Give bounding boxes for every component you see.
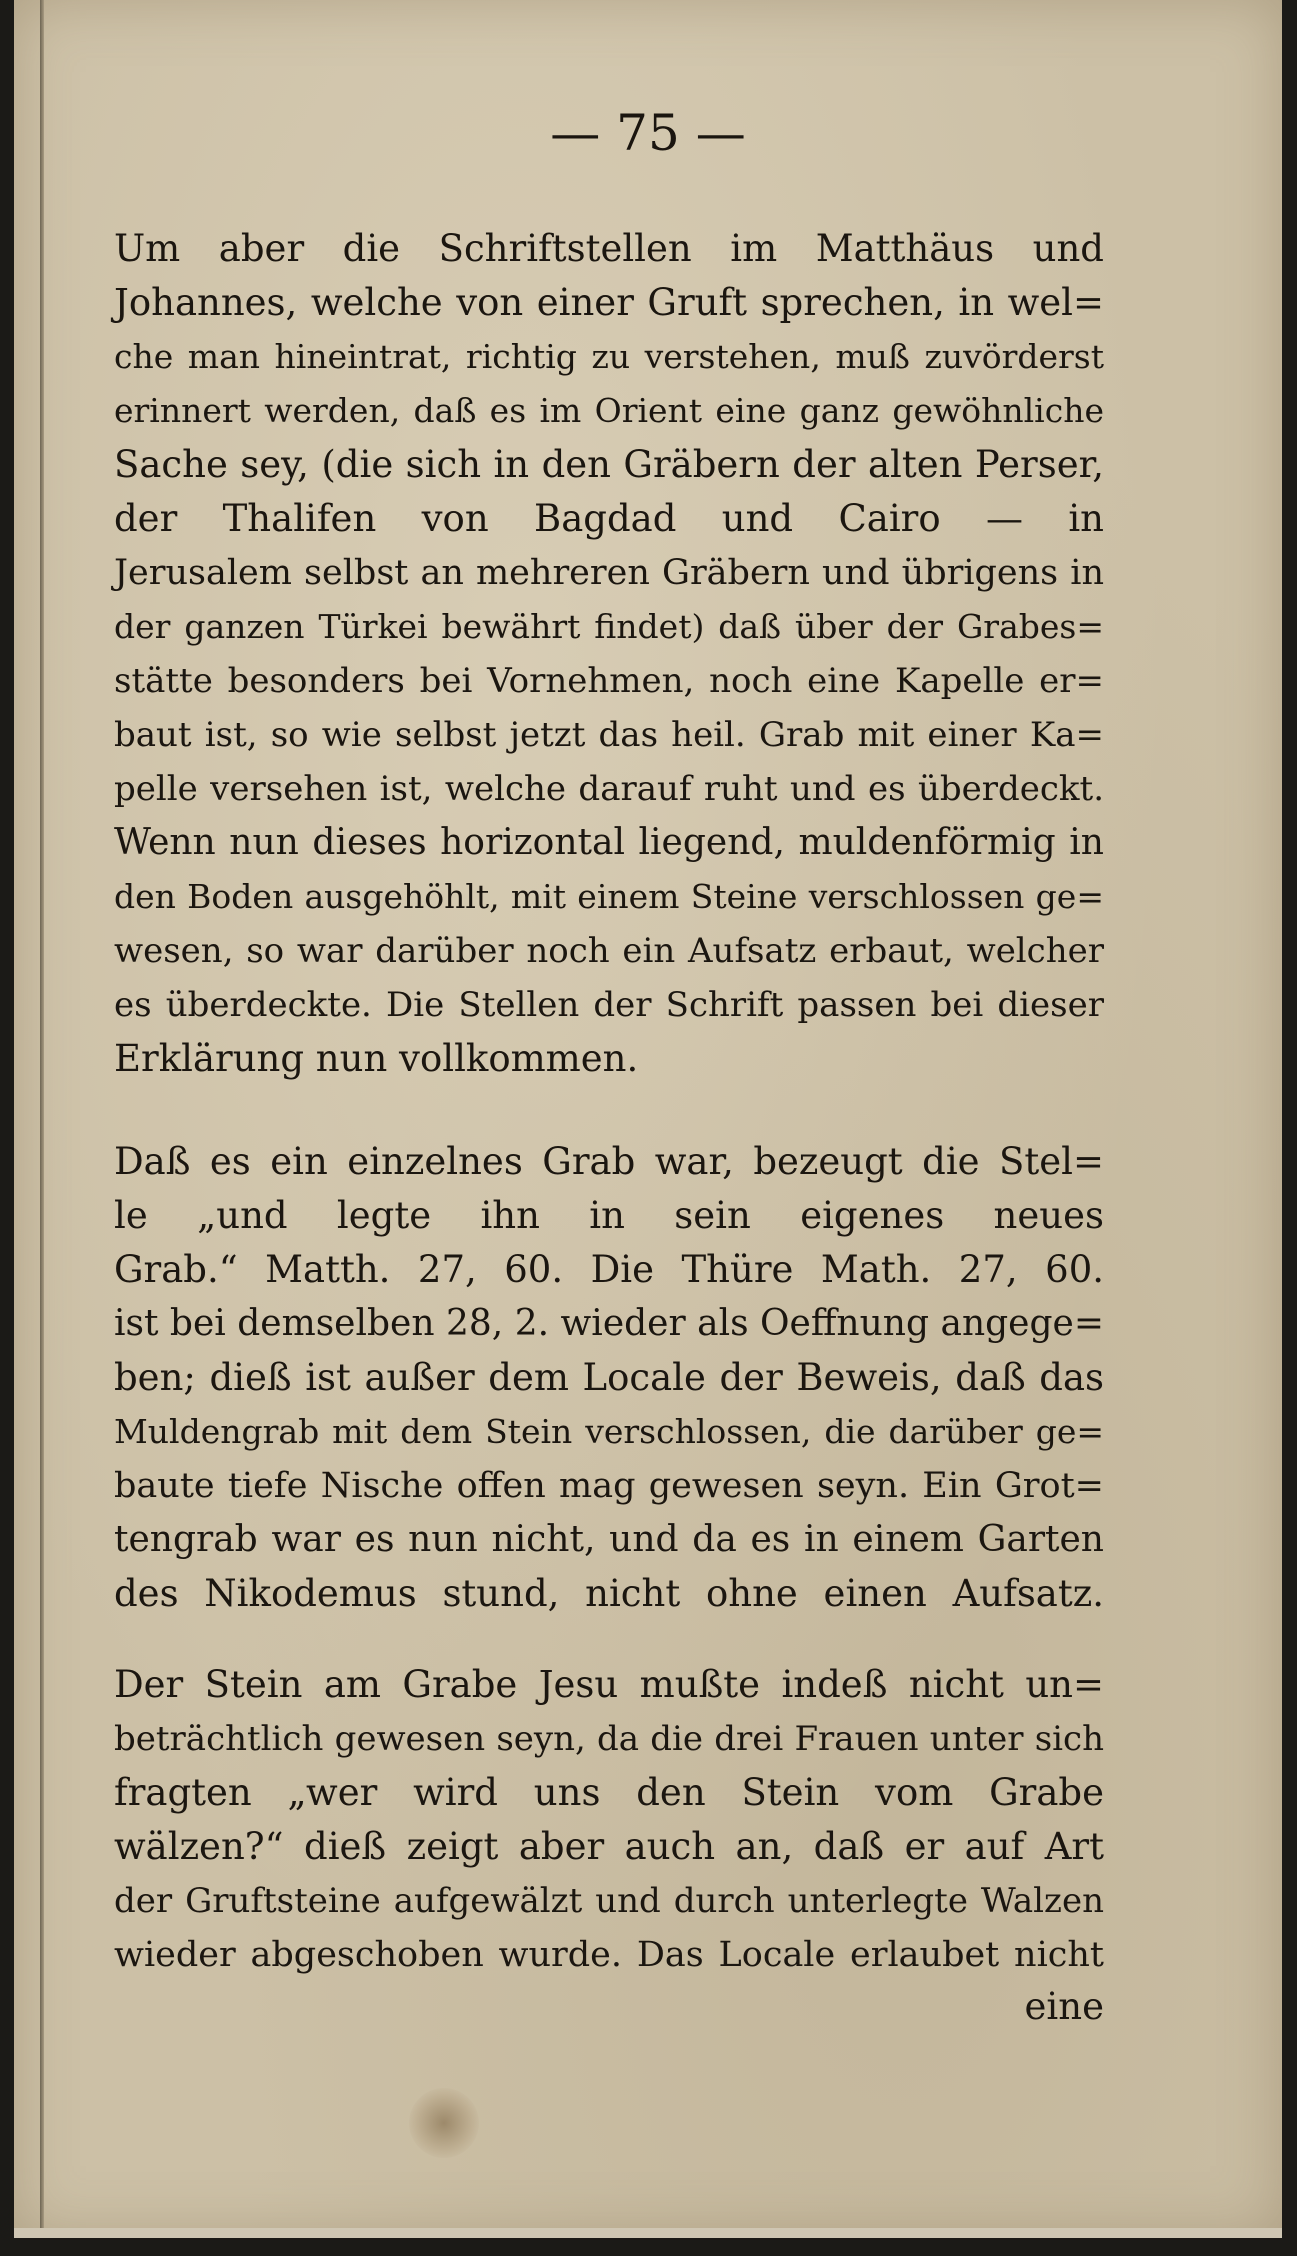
paper-stain bbox=[409, 2088, 479, 2158]
text-line: erinnert werden, daß es im Orient eine ganz gewöhnliche bbox=[114, 391, 1104, 430]
text-line: wesen, so war darüber noch ein Aufsatz erbaut, welcher bbox=[114, 931, 1104, 971]
text-line: Johannes, welche von einer Gruft sprechen, in wel= bbox=[114, 281, 1104, 324]
page-spine-edge bbox=[40, 0, 44, 2238]
text-line: des Nikodemus stund, nicht ohne einen Aufsatz. bbox=[114, 1572, 1104, 1615]
text-line: Der Stein am Grabe Jesu mußte indeß nicht un= bbox=[114, 1663, 1104, 1706]
text-line: Wenn nun dieses horizontal liegend, muldenförmig in bbox=[114, 822, 1104, 863]
text-line: ben; dieß ist außer dem Locale der Beweis, daß das bbox=[114, 1356, 1104, 1399]
text-line: baute tiefe Nische offen mag gewesen seyn. Ein Grot= bbox=[114, 1466, 1104, 1506]
text-line: Muldengrab mit dem Stein verschlossen, die darüber ge= bbox=[114, 1412, 1104, 1451]
text-line: fragten „wer wird uns den Stein vom Grabe bbox=[114, 1771, 1104, 1814]
text-line: wälzen?“ dieß zeigt aber auch an, daß er auf Art bbox=[114, 1825, 1104, 1868]
page-bottom-edge bbox=[14, 2228, 1282, 2238]
text-line: Grab.“ Matth. 27, 60. Die Thüre Math. 27, 60. bbox=[114, 1248, 1104, 1291]
text-line: Sache sey, (die sich in den Gräbern der alten Perser, bbox=[114, 443, 1104, 486]
text-line: Daß es ein einzelnes Grab war, bezeugt die Stel= bbox=[114, 1140, 1104, 1183]
paragraph-2 bbox=[114, 1135, 1104, 1621]
text-line: der Gruftsteine aufgewälzt und durch unterlegte Walzen bbox=[114, 1881, 1104, 1921]
text-line: es überdeckte. Die Stellen der Schrift passen bei dieser bbox=[114, 985, 1104, 1025]
text-line: baut ist, so wie selbst jetzt das heil. Grab mit einer Ka= bbox=[114, 715, 1104, 755]
text-line: tengrab war es nun nicht, und da es in einem Garten bbox=[114, 1519, 1104, 1560]
text-line: beträchtlich gewesen seyn, da die drei Frauen unter sich bbox=[114, 1719, 1104, 1759]
text-line: le „und legte ihn in sein eigenes neues bbox=[114, 1194, 1104, 1237]
text-line: Erklärung nun vollkommen. bbox=[114, 1037, 639, 1080]
text-line: Um aber die Schriftstellen im Matthäus und bbox=[114, 227, 1104, 270]
text-line: stätte besonders bei Vornehmen, noch eine Kapelle er= bbox=[114, 661, 1104, 701]
page-number: — 75 — bbox=[550, 104, 746, 162]
text-line: der Thalifen von Bagdad und Cairo — in bbox=[114, 497, 1104, 540]
text-line: che man hineintrat, richtig zu verstehen, muß zuvörderst bbox=[114, 337, 1104, 376]
text-line: pelle versehen ist, welche darauf ruht und es überdeckt. bbox=[114, 769, 1104, 809]
text-line: ist bei demselben 28, 2. wieder als Oeffnung angege= bbox=[114, 1303, 1104, 1344]
text-line: Jerusalem selbst an mehreren Gräbern und übrigens in bbox=[114, 553, 1104, 593]
catchword-block bbox=[114, 1980, 1104, 2034]
catchword: eine bbox=[1024, 1985, 1104, 2028]
text-line: der ganzen Türkei bewährt findet) daß über der Grabes= bbox=[114, 607, 1104, 646]
text-line: wieder abgeschoben wurde. Das Locale erlaubet nicht bbox=[114, 1935, 1104, 1975]
book-page bbox=[14, 0, 1282, 2238]
text-line: den Boden ausgehöhlt, mit einem Steine verschlossen ge= bbox=[114, 877, 1104, 916]
paragraph-3 bbox=[114, 1658, 1104, 1982]
paragraph-1 bbox=[114, 222, 1104, 1086]
